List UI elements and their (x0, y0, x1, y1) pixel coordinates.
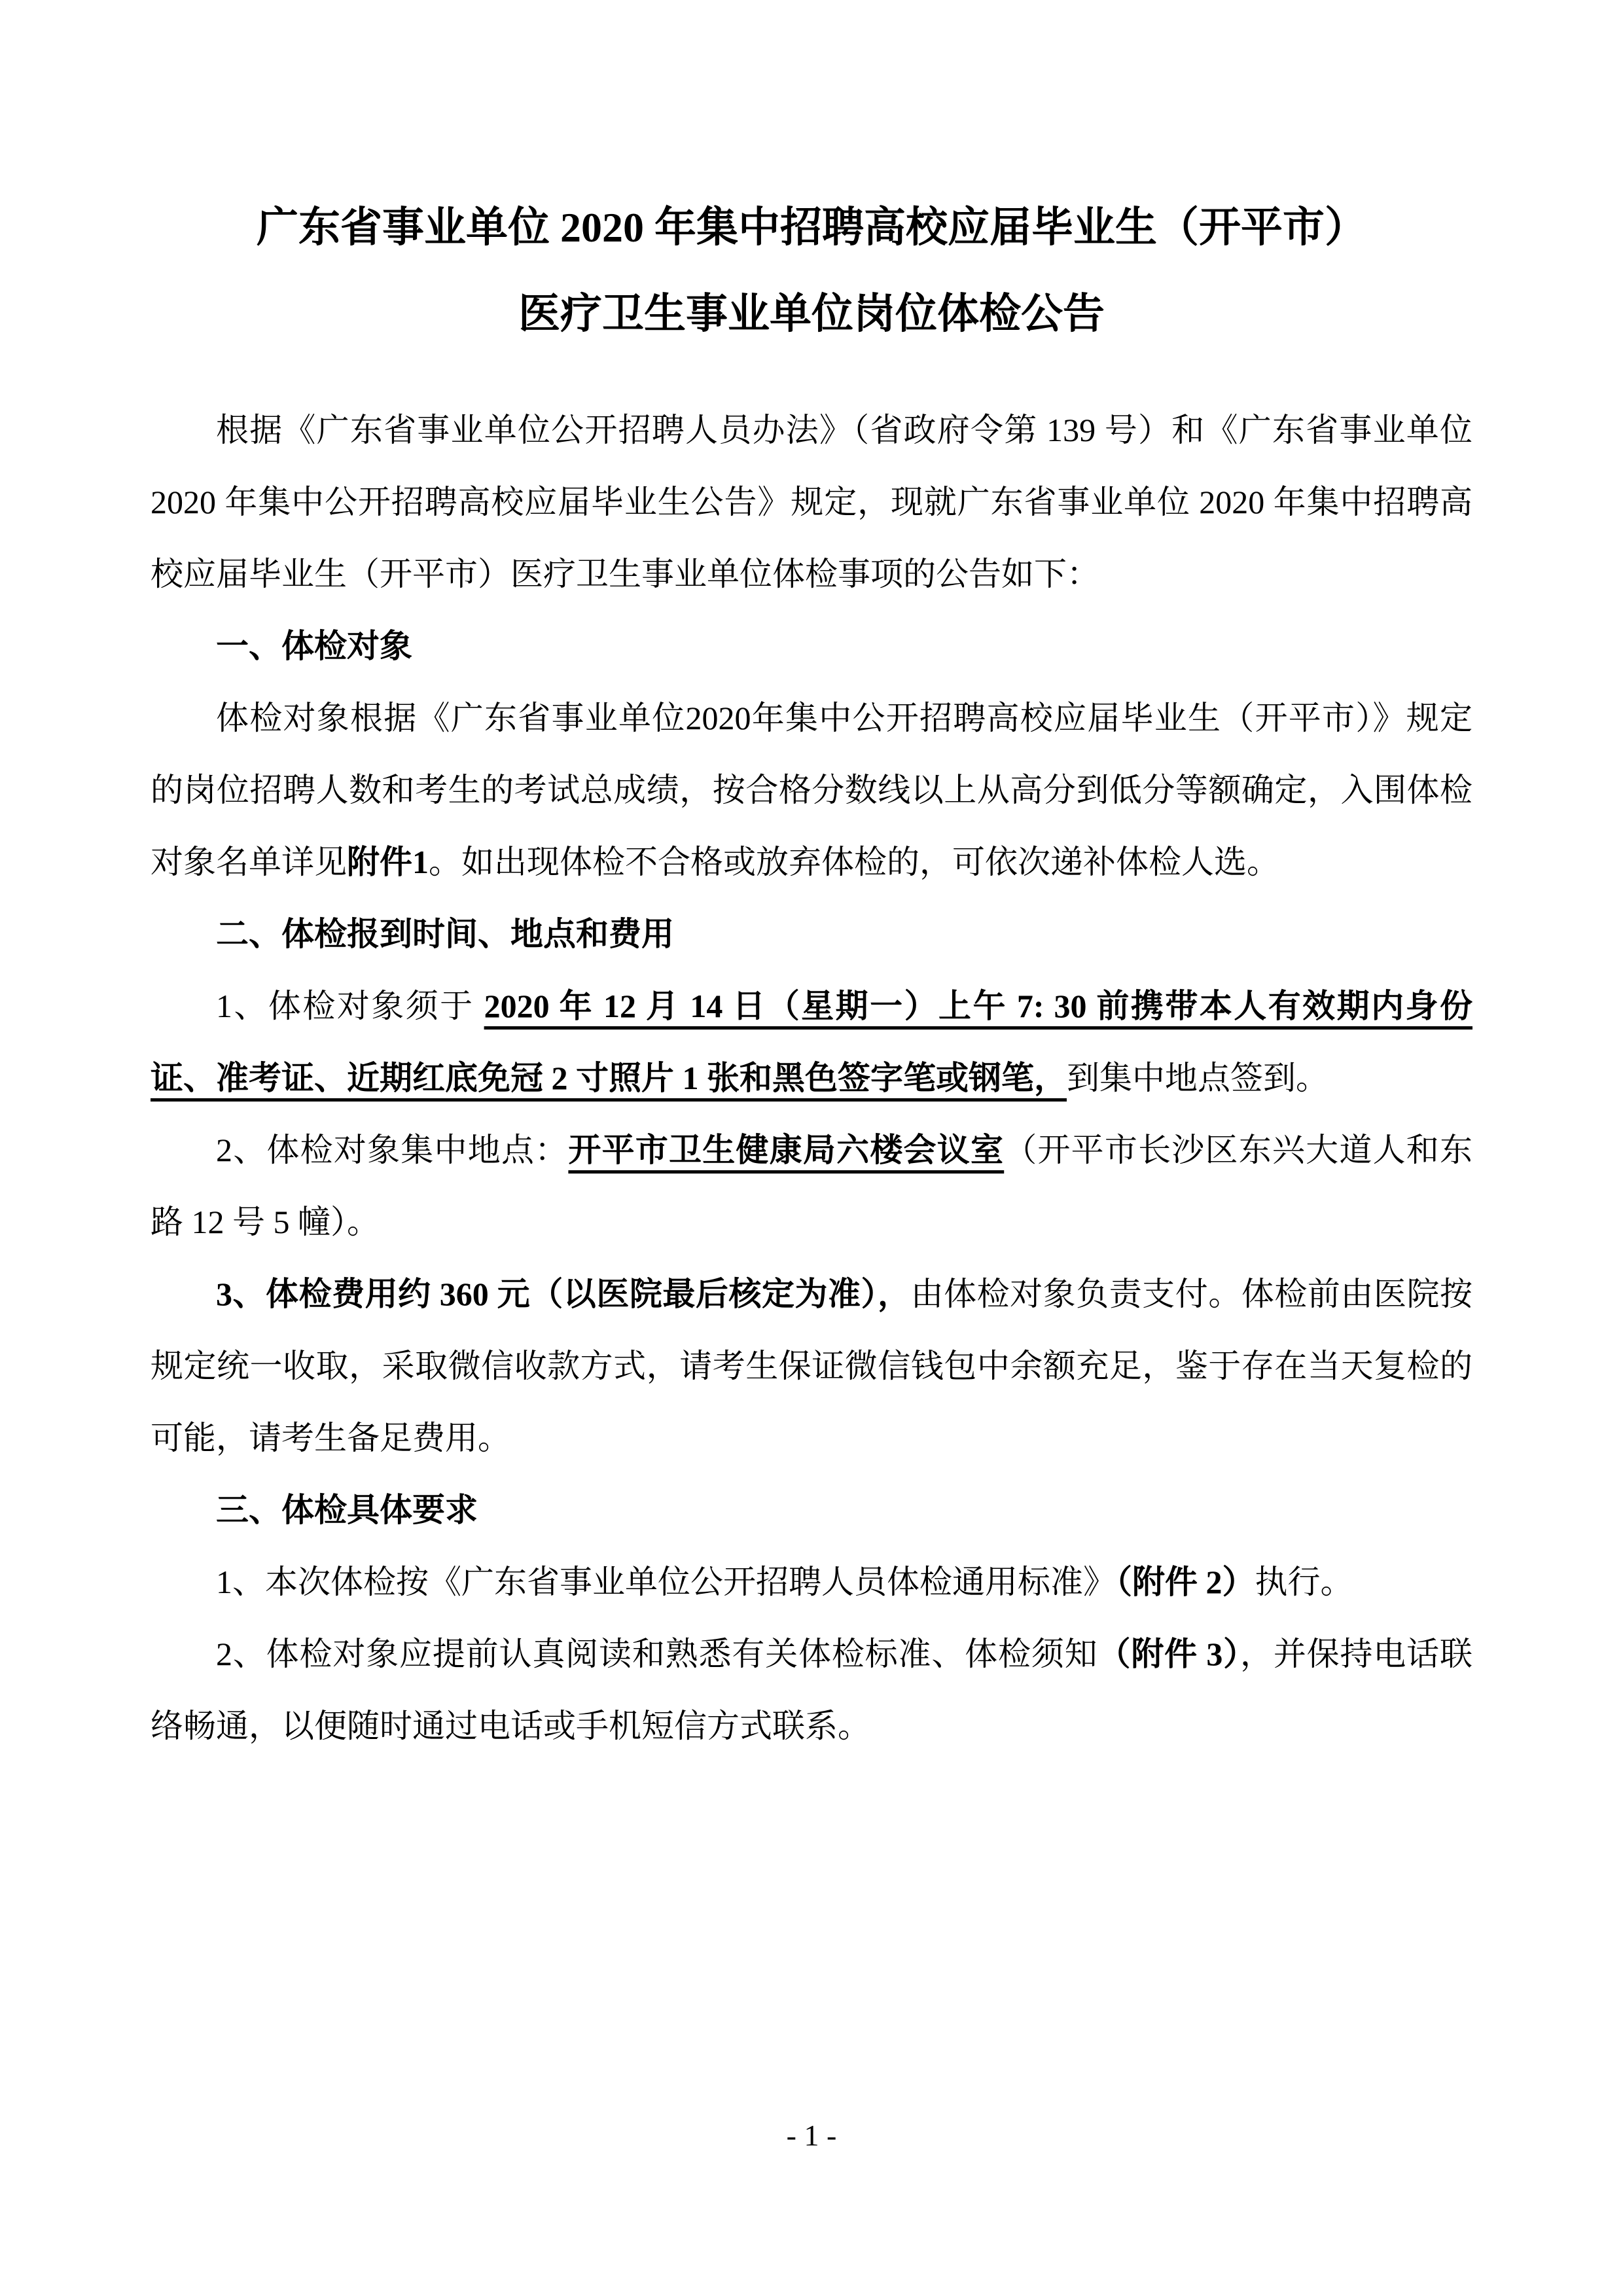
checkin-item-3-fee-emphasis: 3、体检费用约 360 元（以医院最后核定为准）， (216, 1276, 911, 1312)
requirements-item-1-attachment-2-ref: （附件 2） (1116, 1564, 1255, 1600)
requirements-item-2-lead: 2、体检对象应提前认真阅读和熟悉有关体检标准、体检须知 (216, 1636, 1098, 1672)
requirements-item-1-tail: 执行。 (1255, 1564, 1353, 1600)
section-1-heading: 一、体检对象 (216, 628, 412, 664)
section-1-attachment-1-ref: 附件1 (347, 844, 429, 880)
section-2-item-2 (151, 1114, 1472, 1258)
checkin-item-3-tail: 由体检对象负责支付。体检前由医院按规定统一收取，采取微信收款方式，请考生保证微信钱包中余额充足，鉴于存在当天复检的可能，请考生备足费用。 (151, 1276, 1472, 1456)
section-1-paragraph (151, 682, 1472, 898)
intro-text: 根据《广东省事业单位公开招聘人员办法》（省政府令第 139 号）和《广东省事业单位 2020 年集中公开招聘高校应届毕业生公告》规定，现就广东省事业单位 2020 年集中招聘高校应届毕业生（开平市）医疗卫生事业单位体检事项的公告如下： (151, 412, 1472, 592)
checkin-item-2-tail: （开平市长沙区东兴大道人和东路 12 号 5 幢）。 (151, 1132, 1473, 1240)
section-2-item-3 (151, 1258, 1472, 1474)
checkin-item-1-tail: 到集中地点签到。 (1067, 1060, 1329, 1096)
document-title (0, 0, 1623, 357)
section-3-heading: 三、体检具体要求 (216, 1492, 478, 1528)
document-body (151, 394, 1472, 1762)
section-2-heading: 二、体检报到时间、地点和费用 (216, 916, 674, 952)
page-number: - 1 - (786, 2119, 837, 2152)
document-title-line-1: 广东省事业单位 2020 年集中招聘高校应届毕业生（开平市） (257, 204, 1366, 251)
document-title-line-2: 医疗卫生事业单位岗位体检公告 (518, 291, 1105, 337)
section-2-item-1 (151, 970, 1472, 1114)
checkin-item-2-lead: 2、体检对象集中地点： (216, 1132, 569, 1168)
checkin-item-1-lead: 1、体检对象须于 (216, 988, 484, 1024)
section-3-item-2 (151, 1618, 1472, 1762)
checkin-item-1-datetime-emphasis: 2020 年 12 月 14 日（星期一）上午 7: 30 前携带本人有效期内身份证、准考证、近期红底免冠 2 寸照片 1 张和黑色签字笔或钢笔， (151, 988, 1473, 1096)
section-1-text-tail: 。如出现体检不合格或放弃体检的，可依次递补体检人选。 (429, 844, 1279, 880)
requirements-item-1-lead: 1、本次体检按《广东省事业单位公开招聘人员体检通用标准》 (216, 1564, 1116, 1600)
intro-paragraph (151, 394, 1472, 610)
requirements-item-2-attachment-3-ref: （附件 3） (1097, 1636, 1240, 1672)
checkin-item-2-location-emphasis: 开平市卫生健康局六楼会议室 (568, 1132, 1005, 1168)
requirements-item-2-tail: ，并保持电话联络畅通，以便随时通过电话或手机短信方式联系。 (151, 1636, 1472, 1744)
section-1-text: 体检对象根据《广东省事业单位2020年集中公开招聘高校应届毕业生（开平市）》规定的岗位招聘人数和考生的考试总成绩，按合格分数线以上从高分到低分等额确定，入围体检对象名单详见 (151, 700, 1472, 880)
section-3-item-1 (151, 1546, 1472, 1618)
